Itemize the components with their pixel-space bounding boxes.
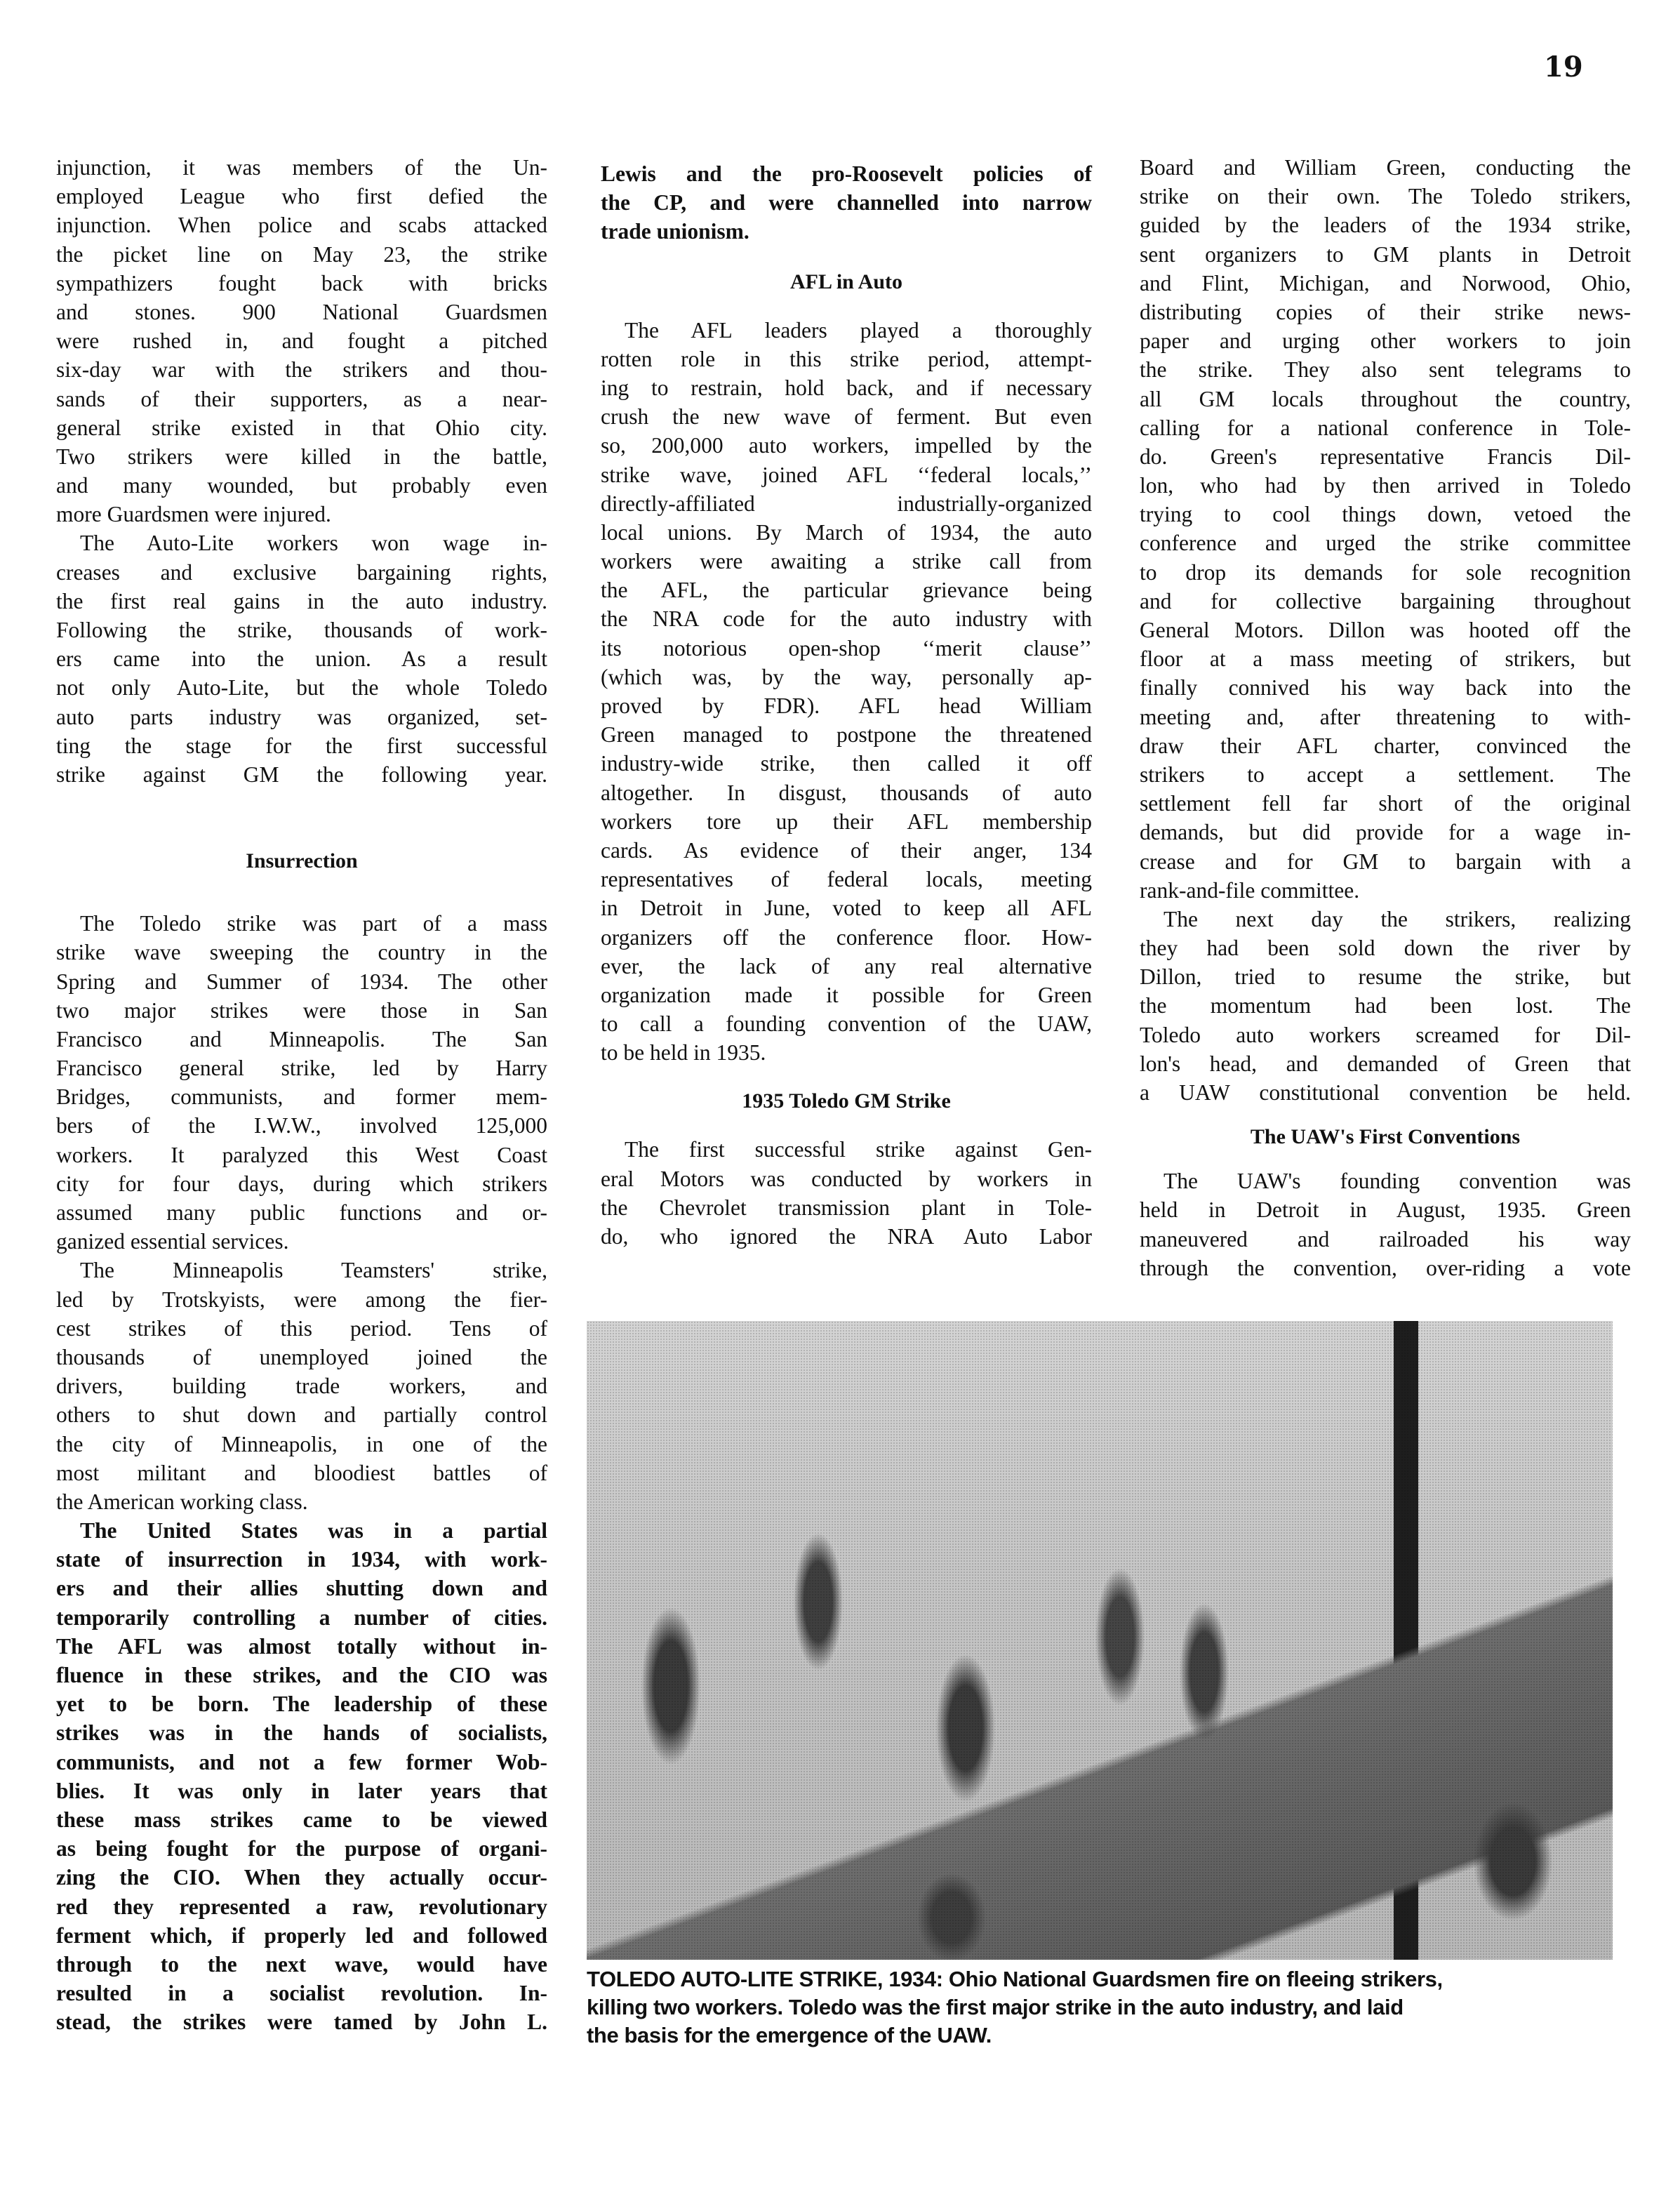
text-line: trying to cool things down, vetoed the [1140, 502, 1631, 527]
text-line: settlement fell far short of the original [1140, 791, 1631, 816]
text-line: not only Auto-Lite, but the whole Toledo [56, 675, 547, 701]
text-line: ers came into the union. As a result [56, 646, 547, 672]
text-line: Dillon, tried to resume the strike, but [1140, 964, 1631, 990]
paragraph-bold [601, 159, 1092, 246]
text-line: conference and urged the strike committee [1140, 531, 1631, 556]
text-line: ferment which, if properly led and followed [56, 1923, 547, 1948]
text-line: city for four days, during which strikers [56, 1171, 547, 1196]
paragraph [1140, 905, 1631, 1107]
paragraph [1140, 153, 1631, 905]
text-line: six-day war with the strikers and thou- [56, 357, 547, 383]
paragraph [601, 316, 1092, 1068]
text-line: communists, and not a few former Wob- [56, 1749, 547, 1774]
text-line: Toledo auto workers screamed for Dil- [1140, 1022, 1631, 1047]
text-line: and Flint, Michigan, and Norwood, Ohio, [1140, 270, 1631, 296]
text-line: the strike. They also sent telegrams to [1140, 357, 1631, 383]
text-line: to call a founding convention of the UAW, [601, 1011, 1092, 1037]
paragraph-bold [56, 1516, 547, 2036]
text-line: draw their AFL charter, convinced the [1140, 733, 1631, 758]
text-line: strikers to accept a settlement. The [1140, 762, 1631, 787]
paragraph [601, 1135, 1092, 1251]
text-line: its notorious open-shop ‘‘merit clause’’ [601, 635, 1092, 660]
text-line: and stones. 900 National Guardsmen [56, 299, 547, 324]
middle-column [601, 159, 1092, 1251]
text-line: Two strikers were killed in the battle, [56, 444, 547, 469]
text-line: the American working class. [56, 1489, 308, 1514]
text-line: industry-wide strike, then called it off [601, 751, 1092, 776]
text-line: the CP, and were channelled into narrow [601, 190, 1092, 215]
text-line: the city of Minneapolis, in one of the [56, 1431, 547, 1456]
text-line: thousands of unemployed joined the [56, 1344, 547, 1369]
text-line: floor at a mass meeting of strikers, but [1140, 646, 1631, 672]
text-line: ers and their allies shutting down and [56, 1576, 547, 1601]
text-line: The Auto-Lite workers won wage in- [80, 531, 547, 556]
text-line: cest strikes of this period. Tens of [56, 1315, 547, 1341]
text-line: paper and urging other workers to join [1140, 328, 1631, 354]
text-line: organizers off the conference floor. How- [601, 924, 1092, 950]
text-line: the Chevrolet transmission plant in Tole- [601, 1195, 1092, 1220]
text-line: The UAW's founding convention was [1164, 1169, 1631, 1194]
text-line: sent organizers to GM plants in Detroit [1140, 241, 1631, 267]
text-line: injunction, it was members of the Un- [56, 155, 547, 180]
text-line: state of insurrection in 1934, with work- [56, 1547, 547, 1572]
text-line: ting the stage for the first successful [56, 733, 547, 758]
text-line: organization made it possible for Green [601, 982, 1092, 1007]
text-line: yet to be born. The leadership of these [56, 1692, 547, 1717]
text-line: to be held in 1935. [601, 1040, 766, 1065]
text-line: rotten role in this strike period, attempt- [601, 346, 1092, 371]
text-line: all GM locals throughout the country, [1140, 386, 1631, 411]
text-line: proved by FDR). AFL head William [601, 693, 1092, 718]
paragraph [56, 529, 547, 789]
text-line: through the convention, over-riding a vote [1140, 1255, 1631, 1280]
text-line: red they represented a raw, revolutionary [56, 1894, 547, 1919]
text-line: The Toledo strike was part of a mass [80, 911, 547, 936]
section-heading-afl-in-auto: AFL in Auto [789, 270, 903, 293]
text-line: rank-and-file committee. [1140, 877, 1360, 903]
text-line: calling for a national conference in Tole- [1140, 415, 1631, 440]
text-line: The next day the strikers, realizing [1164, 906, 1631, 931]
text-line: temporarily controlling a number of cities. [56, 1605, 547, 1630]
text-line: bers of the I.W.W., involved 125,000 [56, 1113, 547, 1138]
text-line: Green managed to postpone the threatened [601, 722, 1092, 748]
text-line: led by Trotskyists, were among the fier- [56, 1287, 547, 1312]
text-line: these mass strikes came to be viewed [56, 1807, 547, 1832]
text-line: Bridges, communists, and former mem- [56, 1084, 547, 1110]
text-line: finally connived his way back into the [1140, 675, 1631, 701]
text-line: auto parts industry was organized, set- [56, 704, 547, 729]
page-number: 19 [1544, 51, 1583, 84]
text-line: blies. It was only in later years that [56, 1778, 547, 1803]
text-line: general strike existed in that Ohio city. [56, 415, 547, 440]
text-line: crush the new wave of ferment. But even [601, 404, 1092, 430]
text-line: workers tore up their AFL membership [601, 809, 1092, 834]
section-heading-insurrection: Insurrection [246, 849, 358, 873]
text-line: local unions. By March of 1934, the auto [601, 519, 1092, 545]
text-line: strikes was in the hands of socialists, [56, 1720, 547, 1746]
text-line: distributing copies of their strike news- [1140, 299, 1631, 324]
text-line: the picket line on May 23, the strike [56, 241, 547, 267]
section-heading-uaw-first-conventions: The UAW's First Conventions [1250, 1125, 1521, 1149]
text-line: meeting and, after threatening to with- [1140, 704, 1631, 729]
text-line: The first successful strike against Gen- [625, 1137, 1092, 1162]
text-line: eral Motors was conducted by workers in [601, 1166, 1092, 1191]
text-line: resulted in a socialist revolution. In- [56, 1981, 547, 2006]
text-line: the NRA code for the auto industry with [601, 606, 1092, 632]
text-line: demands, but did provide for a wage in- [1140, 820, 1631, 845]
text-line: they had been sold down the river by [1140, 936, 1631, 961]
text-line: General Motors. Dillon was hooted off the [1140, 618, 1631, 642]
caption-line: the basis for the emergence of the UAW. [587, 2023, 992, 2047]
text-line: the AFL, the particular grievance being [601, 578, 1092, 603]
text-line: others to shut down and partially control [56, 1402, 547, 1428]
text-line: strike wave, joined AFL ‘‘federal locals,’’ [601, 462, 1092, 487]
text-line: drivers, building trade workers, and [56, 1374, 547, 1399]
text-line: The Minneapolis Teamsters' strike, [80, 1258, 547, 1283]
text-line: directly-affiliated industrially-organized [601, 491, 1092, 516]
text-line: sympathizers fought back with bricks [56, 270, 547, 296]
text-line: Board and William Green, conducting the [1140, 155, 1631, 180]
left-column [56, 153, 547, 2036]
photo-caption [587, 1965, 1618, 2050]
text-line: injunction. When police and scabs attacked [56, 213, 547, 238]
text-line: workers were awaiting a strike call from [601, 549, 1092, 574]
text-line: Francisco general strike, led by Harry [56, 1056, 547, 1081]
text-line: in Detroit in June, voted to keep all AFL [601, 896, 1092, 921]
text-line: held in Detroit in August, 1935. Green [1140, 1197, 1631, 1223]
text-line: ever, the lack of any real alternative [601, 953, 1092, 978]
paragraph [1140, 1167, 1631, 1282]
text-line: workers. It paralyzed this West Coast [56, 1142, 547, 1167]
text-line: crease and for GM to bargain with a [1140, 849, 1631, 874]
text-line: to drop its demands for sole recognition [1140, 559, 1631, 585]
right-column [1140, 153, 1631, 1282]
text-line: fluence in these strikes, and the CIO was [56, 1663, 547, 1687]
text-line: ganized essential services. [56, 1229, 289, 1254]
text-line: and for collective bargaining throughout [1140, 588, 1631, 613]
text-line: do, who ignored the NRA Auto Labor [601, 1224, 1092, 1249]
text-line: more Guardsmen were injured. [56, 502, 331, 527]
paragraph [56, 909, 547, 1256]
toledo-strike-photo [587, 1321, 1613, 1960]
text-line: representatives of federal locals, meeting [601, 867, 1092, 892]
text-line: stead, the strikes were tamed by John L. [56, 2010, 547, 2035]
text-line: strike wave sweeping the country in the [56, 940, 547, 965]
text-line: strike on their own. The Toledo strikers, [1140, 184, 1631, 209]
caption-line: killing two workers. Toledo was the first major strike in the auto industry, and laid [587, 1995, 1404, 2019]
text-line: altogether. In disgust, thousands of auto [601, 780, 1092, 805]
paragraph [56, 1256, 547, 1516]
text-line: The AFL leaders played a thoroughly [625, 317, 1092, 343]
text-line: were rushed in, and fought a pitched [56, 328, 547, 354]
text-line: sands of their supporters, as a near- [56, 386, 547, 411]
text-line: maneuvered and railroaded his way [1140, 1226, 1631, 1251]
text-line: zing the CIO. When they actually occur- [56, 1865, 547, 1890]
text-line: lon, who had by then arrived in Toledo [1140, 473, 1631, 498]
text-line: two major strikes were those in San [56, 997, 547, 1023]
text-line: lon's head, and demanded of Green that [1140, 1051, 1631, 1076]
text-line: The United States was in a partial [80, 1518, 547, 1543]
text-line: strike against GM the following year. [56, 762, 547, 787]
text-line: cards. As evidence of their anger, 134 [601, 837, 1092, 863]
text-line: Francisco and Minneapolis. The San [56, 1026, 547, 1051]
text-line: guided by the leaders of the 1934 strike, [1140, 213, 1631, 238]
text-line: assumed many public functions and or- [56, 1200, 547, 1225]
text-line: most militant and bloodiest battles of [56, 1460, 547, 1485]
text-line: do. Green's representative Francis Dil- [1140, 444, 1631, 469]
text-line: Spring and Summer of 1934. The other [56, 969, 547, 994]
section-heading-1935-toledo-gm-strike: 1935 Toledo GM Strike [742, 1089, 951, 1113]
text-line: employed League who first defied the [56, 184, 547, 209]
text-line: the momentum had been lost. The [1140, 993, 1631, 1018]
text-line: a UAW constitutional convention be held. [1140, 1080, 1631, 1105]
text-line: trade unionism. [601, 219, 749, 244]
text-line: through to the next wave, would have [56, 1951, 547, 1977]
text-line: creases and exclusive bargaining rights, [56, 559, 547, 585]
text-line: as being fought for the purpose of organi- [56, 1836, 547, 1861]
text-line: Lewis and the pro-Roosevelt policies of [601, 161, 1092, 186]
text-line: Following the strike, thousands of work- [56, 618, 547, 642]
paragraph [56, 153, 547, 529]
caption-line: TOLEDO AUTO-LITE STRIKE, 1934: Ohio National Guardsmen fire on fleeing strikers, [587, 1967, 1443, 1991]
text-line: so, 200,000 auto workers, impelled by the [601, 433, 1092, 458]
text-line: (which was, by the way, personally ap- [601, 664, 1092, 689]
text-line: the first real gains in the auto industry. [56, 588, 547, 613]
text-line: and many wounded, but probably even [56, 473, 547, 498]
text-line: The AFL was almost totally without in- [56, 1633, 547, 1659]
text-line: ing to restrain, hold back, and if necessary [601, 375, 1092, 400]
